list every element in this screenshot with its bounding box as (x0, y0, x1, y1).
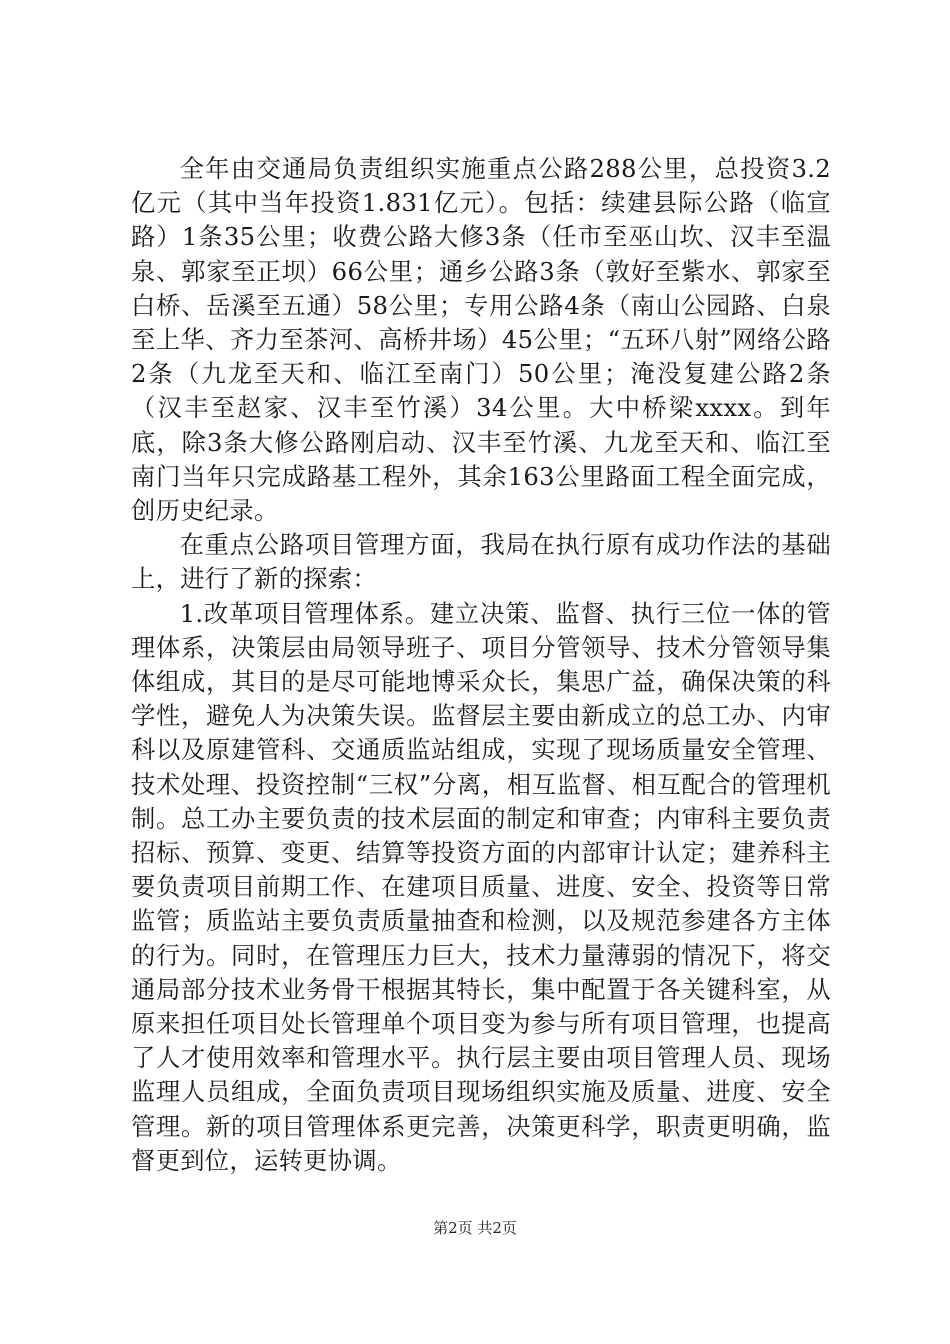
paragraph-project-summary: 全年由交通局负责组织实施重点公路288公里，总投资3.2亿元（其中当年投资1.831亿元）。包括：续建县际公路（临宣路）1条35公里；收费公路大修3条（任市至巫山坎、汉丰至温泉、郭家至正坝）66公里；通乡公路3条（敦好至紫水、郭家至白桥、岳溪至五通）58公里；专用公路4条（南山公园路、白泉至上华、齐力至茶河、高桥井场）45公里；“五环八射”网络公路2条（九龙至天和、临江至南门）50公里；淹没复建公路2条（汉丰至赵家、汉丰至竹溪）34公里。大中桥梁xxxx。到年底，除3条大修公路刚启动、汉丰至竹溪、九龙至天和、临江至南门当年只完成路基工程外，其余163公里路面工程全面完成，创历史纪录。 (131, 154, 831, 526)
page-footer: 第2页 共2页 (433, 1219, 517, 1237)
paragraph-management-reform: 1.改革项目管理体系。建立决策、监督、执行三位一体的管理体系，决策层由局领导班子、项目分管领导、技术分管领导集体组成，其目的是尽可能地博采众长，集思广益，确保决策的科学性，避免人为决策失误。监督层主要由新成立的总工办、内审科以及原建管科、交通质监站组成，实现了现场质量安全管理、技术处理、投资控制“三权”分离，相互监督、相互配合的管理机制。总工办主要负责的技术层面的制定和审查；内审科主要负责招标、预算、变更、结算等投资方面的内部审计认定；建养科主要负责项目前期工作、在建项目质量、进度、安全、投资等日常监管；质监站主要负责质量抽查和检测，以及规范参建各方主体的行为。同时，在管理压力巨大，技术力量薄弱的情况下，将交通局部分技术业务骨干根据其特长，集中配置于各关键科室，从原来担任项目处长管理单个项目变为参与所有项目管理，也提高了人才使用效率和管理水平。执行层主要由项目管理人员、现场监理人员组成，全面负责项目现场组织实施及质量、进度、安全管理。新的项目管理体系更完善，决策更科学，职责更明确，监督更到位，运转更协调。 (131, 598, 831, 1175)
document-body (131, 152, 831, 1178)
paragraph-management-intro: 在重点公路项目管理方面，我局在执行原有成功作法的基础上，进行了新的探索： (131, 530, 831, 594)
